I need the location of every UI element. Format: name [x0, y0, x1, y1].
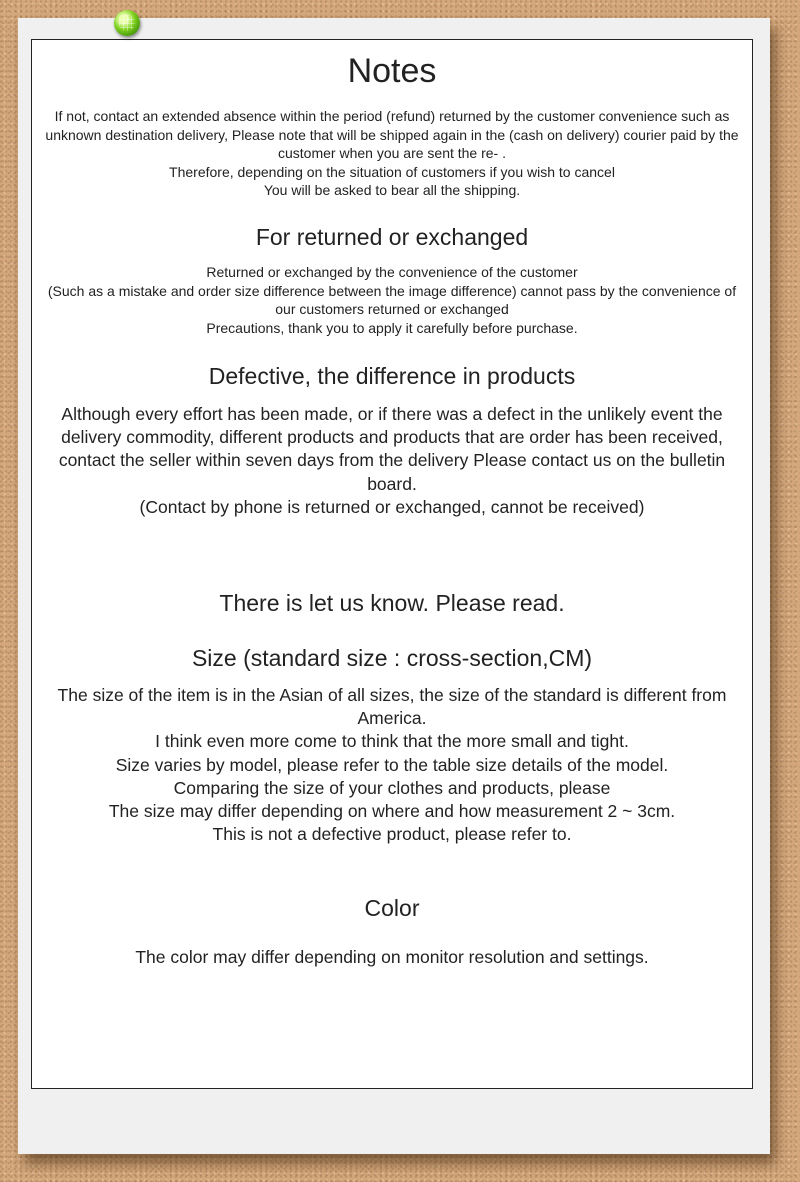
size-line-3: Size varies by model, please refer to the table size details of the model.: [115, 754, 669, 775]
size-line-1: The size of the item is in the Asian of all sizes, the size of the standard is different from America.: [57, 685, 727, 729]
defective-line-1: Although every effort has been made, or if there was a defect in the unlikely event the delivery commodity, different products and products that are order has been received, contact the seller within seven days from the delivery Please contact us on the bulletin board.: [58, 404, 726, 494]
returned-line-2: (Such as a mistake and order size difference between the image difference) cannot pass by the convenience of our customers returned or exchanged: [47, 282, 737, 318]
size-line-2: I think even more come to think that the more small and tight.: [155, 731, 629, 752]
notice-frame: [31, 39, 753, 1089]
returned-paragraph: [38, 263, 746, 337]
notes-line-1: If not, contact an extended absence within the period (refund) returned by the customer convenience such as unknown destination delivery, Please note that will be shipped again in the (cash on delivery) courier paid by the customer when you are sent the re- .: [45, 108, 739, 162]
size-line-5: The size may differ depending on where and how measurement 2 ~ 3cm.: [108, 801, 676, 822]
size-paragraph: [40, 684, 744, 846]
color-title: Color: [364, 895, 420, 921]
size-line-4: Comparing the size of your clothes and products, please: [173, 777, 611, 798]
notes-line-2: Therefore, depending on the situation of customers if you wish to cancel: [169, 163, 615, 180]
defective-line-2: (Contact by phone is returned or exchanged, cannot be received): [139, 496, 645, 517]
color-paragraph: [40, 946, 744, 969]
notes-title: Notes: [347, 52, 437, 90]
returned-title: For returned or exchanged: [255, 224, 529, 250]
defective-title: Defective, the difference in products: [208, 363, 576, 389]
green-pushpin-icon: [114, 10, 140, 36]
returned-line-3: Precautions, thank you to apply it carefully before purchase.: [206, 319, 578, 336]
defective-paragraph: [40, 403, 744, 519]
returned-line-1: Returned or exchanged by the convenience of the customer: [206, 264, 578, 280]
notice-title: There is let us know. Please read.: [219, 590, 565, 616]
notes-line-3: You will be asked to bear all the shipping.: [263, 182, 521, 199]
size-title: Size (standard size : cross-section,CM): [191, 645, 593, 671]
size-line-6: This is not a defective product, please refer to.: [212, 824, 572, 845]
notes-paragraph: [38, 107, 746, 200]
color-line-1: The color may differ depending on monitor resolution and settings.: [135, 947, 649, 967]
